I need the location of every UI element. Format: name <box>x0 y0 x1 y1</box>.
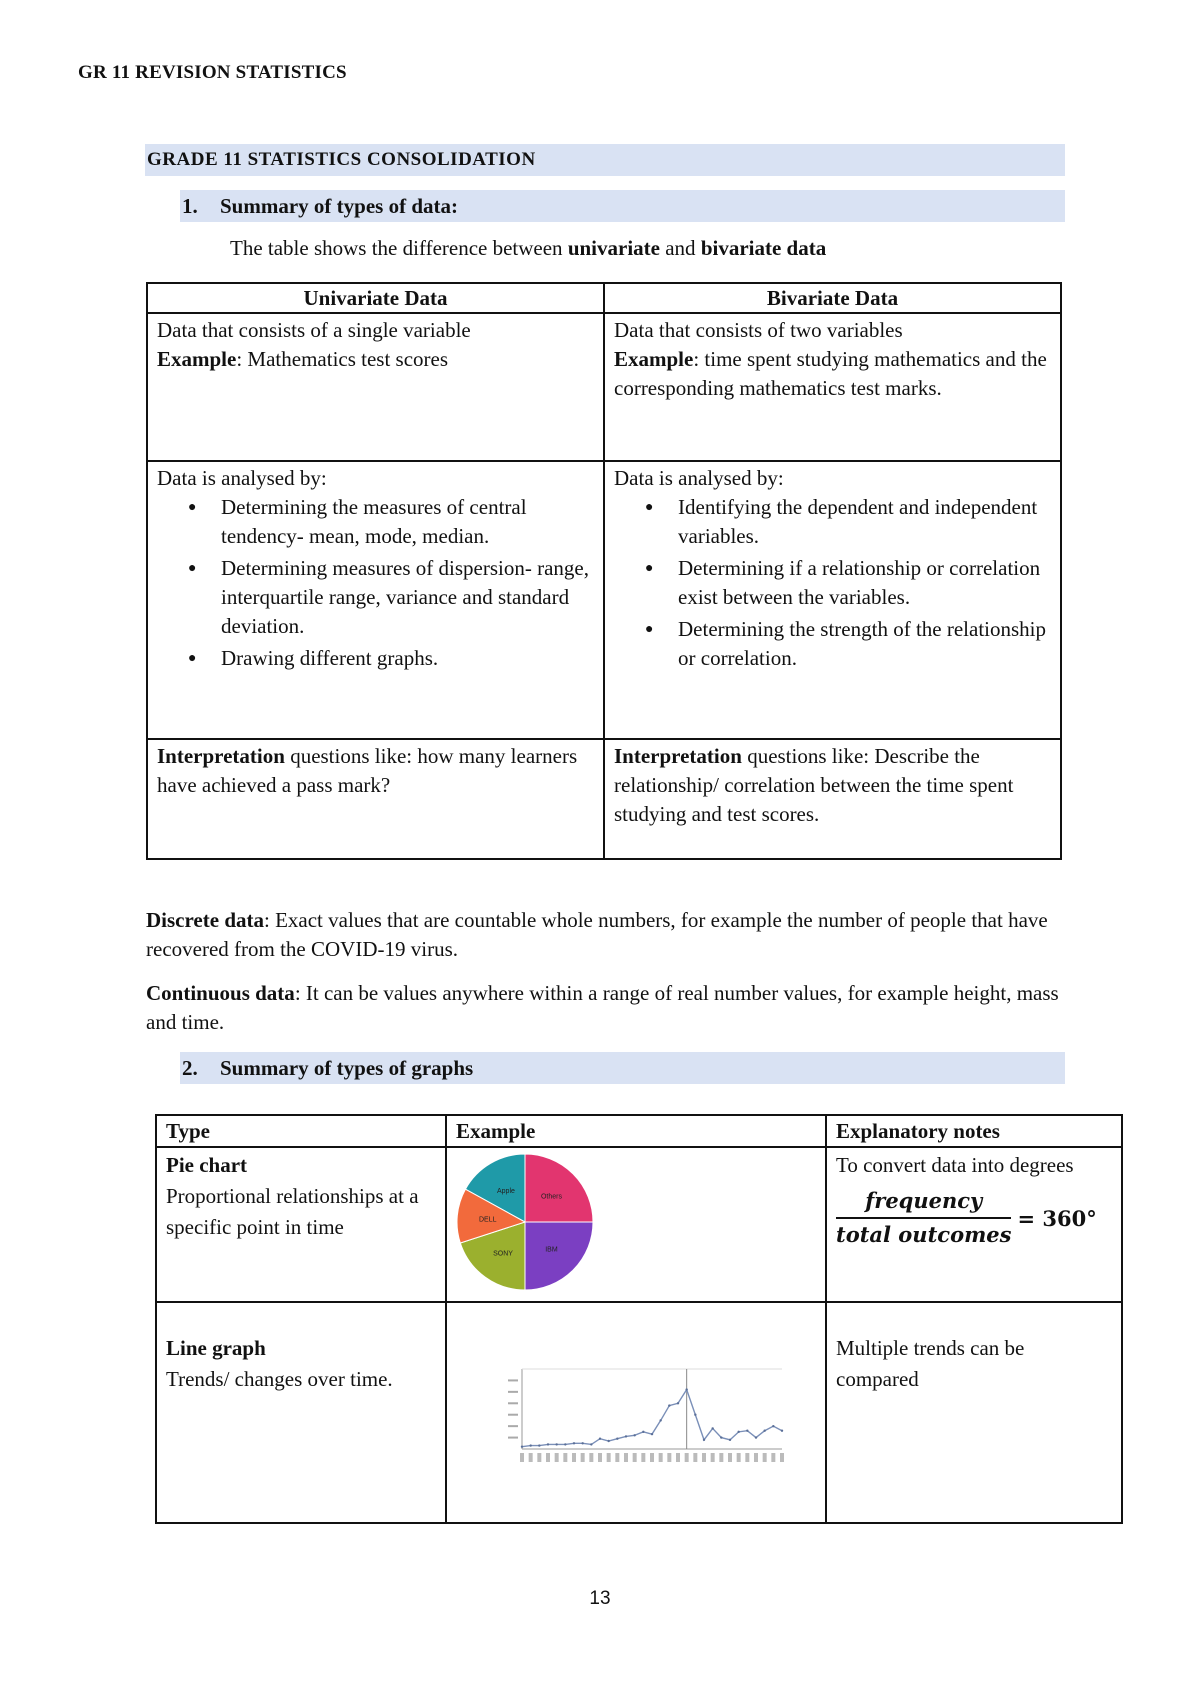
list-item: ● Identifying the dependent and independent variables. <box>678 493 1051 551</box>
line-point <box>555 1443 557 1445</box>
line-point <box>573 1442 575 1444</box>
line-point <box>659 1419 661 1421</box>
pie-label-sony: SONY <box>493 1250 513 1258</box>
discrete-data-label: Discrete data <box>146 908 264 932</box>
line-x-tick <box>763 1453 767 1462</box>
line-point <box>668 1404 670 1406</box>
continuous-data-text: : It can be values anywhere within a range of real number values, for example height, mass and time. <box>146 981 1059 1034</box>
line-x-tick <box>598 1453 602 1462</box>
section-2-heading <box>180 1052 1065 1084</box>
line-x-tick <box>572 1453 576 1462</box>
page-number: 13 <box>589 1588 611 1609</box>
bivariate-definition-line: Data that consists of two variables <box>614 318 903 342</box>
univariate-interpretation-text: questions like: how many learners have achieved a pass mark? <box>157 744 578 797</box>
line-graph-label: Line graph <box>166 1336 266 1360</box>
line-graph-notes <box>826 1302 1122 1523</box>
pie-chart-note: To convert data into degrees <box>836 1153 1074 1177</box>
header-type: Type <box>156 1115 446 1147</box>
line-point <box>590 1443 592 1445</box>
bivariate-example-label: Example <box>614 347 694 371</box>
page-title: GRADE 11 STATISTICS CONSOLIDATION <box>145 144 1065 176</box>
line-x-tick <box>641 1453 645 1462</box>
line-point <box>711 1427 713 1429</box>
intro-pre: The table shows the difference between <box>230 236 568 260</box>
line-point <box>677 1402 679 1404</box>
pie-chart-type <box>156 1147 446 1302</box>
line-point <box>633 1434 635 1436</box>
line-x-tick <box>546 1453 550 1462</box>
line-x-tick <box>624 1453 628 1462</box>
line-x-tick <box>633 1453 637 1462</box>
pie-slice-ibm <box>525 1222 593 1290</box>
header-univariate: Univariate Data <box>147 283 604 313</box>
line-x-tick <box>650 1453 654 1462</box>
formula-rhs: = 360° <box>1017 1205 1097 1231</box>
line-x-tick <box>589 1453 593 1462</box>
line-x-tick <box>771 1453 775 1462</box>
header-explanatory-notes: Explanatory notes <box>826 1115 1122 1147</box>
line-graph <box>447 1303 807 1513</box>
line-point <box>538 1444 540 1446</box>
pie-label-ibm: IBM <box>545 1246 558 1254</box>
formula-fraction <box>836 1185 1011 1251</box>
line-x-tick <box>728 1453 732 1462</box>
line-point <box>564 1443 566 1445</box>
line-point <box>746 1430 748 1432</box>
line-point <box>521 1446 523 1448</box>
bivariate-analysis <box>604 461 1061 739</box>
line-x-tick <box>520 1453 524 1462</box>
line-point <box>685 1388 687 1390</box>
data-types-table <box>146 282 1062 860</box>
line-point <box>625 1435 627 1437</box>
univariate-example <box>157 345 594 374</box>
univariate-interpretation <box>147 739 604 859</box>
continuous-data-label: Continuous data <box>146 981 295 1005</box>
bivariate-analysis-list <box>614 493 1051 673</box>
univariate-definition-line: Data that consists of a single variable <box>157 318 471 342</box>
univariate-example-label: Example <box>157 347 237 371</box>
section-1-number: 1. <box>182 194 198 218</box>
line-point <box>703 1439 705 1441</box>
line-point <box>599 1438 601 1440</box>
pie-chart-notes <box>826 1147 1122 1302</box>
line-graph-type <box>156 1302 446 1523</box>
line-x-tick <box>529 1453 533 1462</box>
running-header: GR 11 REVISION STATISTICS <box>78 62 347 83</box>
line-x-tick <box>607 1453 611 1462</box>
line-x-tick <box>667 1453 671 1462</box>
pie-chart <box>447 1148 807 1292</box>
line-graph-description: Trends/ changes over time. <box>166 1367 393 1391</box>
line-x-tick <box>563 1453 567 1462</box>
list-item: ● Determining the measures of central tendency- mean, mode, median. <box>221 493 594 551</box>
line-x-tick <box>555 1453 559 1462</box>
section-1-intro <box>230 236 826 261</box>
line-point <box>755 1436 757 1438</box>
pie-label-dell: DELL <box>479 1216 497 1224</box>
line-x-tick <box>719 1453 723 1462</box>
section-2-heading-text: Summary of types of graphs <box>220 1056 474 1080</box>
line-x-tick <box>754 1453 758 1462</box>
bivariate-interpretation-text: questions like: Describe the relationship/ correlation between the time spent studying and test scores. <box>614 744 1014 826</box>
line-x-tick <box>737 1453 741 1462</box>
line-point <box>694 1414 696 1416</box>
line-point <box>720 1436 722 1438</box>
bivariate-definition <box>604 313 1061 461</box>
list-item: ● Determining the strength of the relationship or correlation. <box>678 615 1051 673</box>
continuous-data-paragraph <box>146 979 1066 1037</box>
line-point <box>763 1430 765 1432</box>
line-point <box>581 1442 583 1444</box>
line-x-tick <box>537 1453 541 1462</box>
line-point <box>547 1443 549 1445</box>
univariate-definition <box>147 313 604 461</box>
univariate-analysis-lead: Data is analysed by: <box>157 466 327 490</box>
line-x-tick <box>693 1453 697 1462</box>
section-2-number: 2. <box>182 1056 198 1080</box>
formula-numerator: frequency <box>836 1185 1011 1219</box>
line-point <box>642 1431 644 1433</box>
list-item: ● Drawing different graphs. <box>221 644 594 673</box>
intro-univariate: univariate <box>567 236 660 260</box>
bivariate-analysis-lead: Data is analysed by: <box>614 466 784 490</box>
degrees-formula <box>836 1185 1097 1251</box>
line-x-tick <box>581 1453 585 1462</box>
line-point <box>607 1440 609 1442</box>
header-bivariate: Bivariate Data <box>604 283 1061 313</box>
line-series <box>522 1390 782 1447</box>
line-point <box>772 1425 774 1427</box>
bivariate-interpretation-label: Interpretation <box>614 744 742 768</box>
bivariate-example-text: : time spent studying mathematics and the corresponding mathematics test marks. <box>614 347 1047 400</box>
intro-mid: and <box>659 236 701 260</box>
formula-denominator: total outcomes <box>836 1222 1012 1247</box>
line-point <box>729 1439 731 1441</box>
line-point <box>651 1433 653 1435</box>
univariate-example-text: : Mathematics test scores <box>236 347 449 371</box>
univariate-analysis-list <box>157 493 594 673</box>
line-x-tick <box>659 1453 663 1462</box>
line-x-tick <box>702 1453 706 1462</box>
line-x-tick <box>676 1453 680 1462</box>
graph-types-table <box>155 1114 1123 1524</box>
pie-slice-others <box>525 1154 593 1222</box>
list-item: ● Determining if a relationship or correlation exist between the variables. <box>678 554 1051 612</box>
line-point <box>529 1444 531 1446</box>
pie-chart-example <box>446 1147 826 1302</box>
line-point <box>616 1438 618 1440</box>
discrete-data-text: : Exact values that are countable whole numbers, for example the number of people that have recovered from the COVID-19 virus. <box>146 908 1048 961</box>
line-x-tick <box>685 1453 689 1462</box>
intro-bivariate: bivariate data <box>700 236 827 260</box>
bivariate-example <box>614 345 1051 403</box>
header-example: Example <box>446 1115 826 1147</box>
discrete-data-paragraph <box>146 906 1066 964</box>
line-x-tick <box>711 1453 715 1462</box>
list-item: ● Determining measures of dispersion- range, interquartile range, variance and standard deviation. <box>221 554 594 641</box>
line-x-tick <box>615 1453 619 1462</box>
line-x-tick <box>780 1453 784 1462</box>
pie-label-others: Others <box>540 1193 562 1201</box>
pie-chart-label: Pie chart <box>166 1153 248 1177</box>
line-x-tick <box>745 1453 749 1462</box>
univariate-analysis <box>147 461 604 739</box>
bivariate-interpretation <box>604 739 1061 859</box>
univariate-interpretation-label: Interpretation <box>157 744 285 768</box>
pie-label-apple: Apple <box>497 1187 515 1195</box>
pie-chart-description: Proportional relationships at a specific point in time <box>166 1184 419 1239</box>
section-1-heading-text: Summary of types of data: <box>220 194 458 218</box>
line-point <box>781 1430 783 1432</box>
line-point <box>737 1431 739 1433</box>
section-1-heading <box>180 190 1065 222</box>
line-graph-note: Multiple trends can be compared <box>836 1336 1025 1391</box>
line-graph-example <box>446 1302 826 1523</box>
